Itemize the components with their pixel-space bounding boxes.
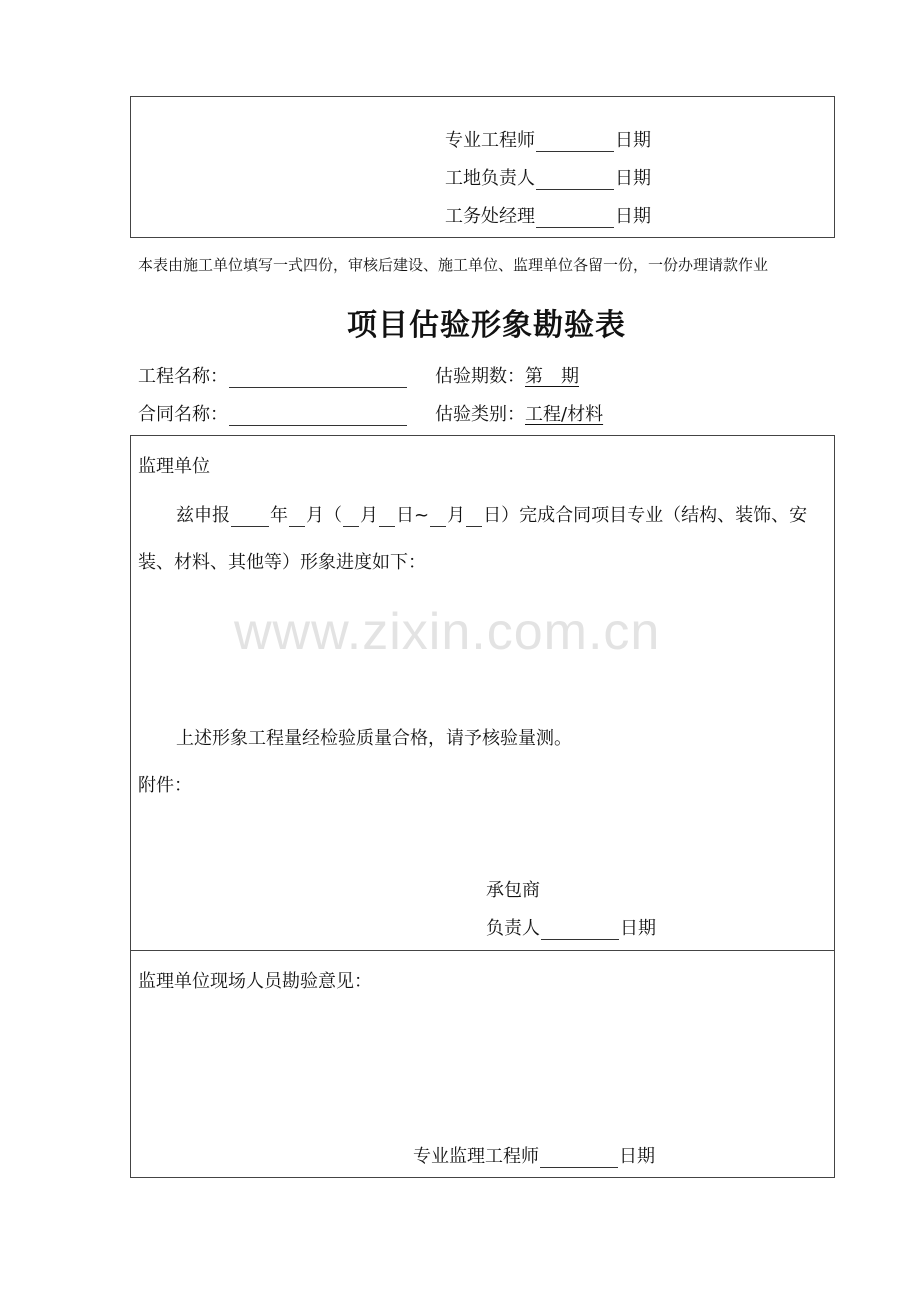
- quality-statement: 上述形象工程量经检验质量合格，请予核验量测。: [176, 728, 572, 749]
- works-manager-label: 工务处经理: [445, 206, 535, 227]
- declaration-tail: 日）完成合同项目专业（结构、装饰、安: [483, 505, 808, 526]
- supervisor-label: 专业监理工程师: [413, 1146, 539, 1167]
- project-name-label: 工程名称：: [138, 366, 228, 387]
- to-month-text: 月: [447, 505, 466, 526]
- date-label: 日期: [619, 1146, 655, 1167]
- project-name-input[interactable]: [229, 369, 407, 388]
- category-label: 估验类别：: [435, 404, 525, 425]
- date-label: 日期: [615, 130, 651, 151]
- period-field: [435, 366, 579, 388]
- watermark: www.zixin.com.cn: [234, 603, 661, 661]
- supervisor-signature-blank[interactable]: [540, 1149, 618, 1168]
- from-month-blank[interactable]: [343, 508, 359, 527]
- contractor-signoff-row: [486, 918, 656, 940]
- from-month-text: 月: [360, 505, 378, 526]
- page-title: 项目估验形象勘验表: [347, 308, 626, 343]
- to-month-blank[interactable]: [430, 508, 446, 527]
- signoff-row-works-manager: [445, 206, 651, 228]
- date-label: 日期: [615, 168, 651, 189]
- contract-name-field: [138, 404, 408, 426]
- works-manager-signature-blank[interactable]: [536, 209, 614, 228]
- responsible-label: 负责人: [486, 918, 540, 939]
- opinion-heading: 监理单位现场人员勘验意见：: [138, 971, 372, 992]
- contract-name-label: 合同名称：: [138, 404, 228, 425]
- from-day-blank[interactable]: [379, 508, 395, 527]
- month-text: 月（: [306, 505, 342, 526]
- engineer-signature-blank[interactable]: [536, 133, 614, 152]
- declaration-line-1: [176, 505, 807, 527]
- site-manager-label: 工地负责人: [445, 168, 535, 189]
- responsible-signature-blank[interactable]: [541, 921, 619, 940]
- period-value[interactable]: 第 期: [525, 366, 579, 387]
- from-day-text: 日~: [396, 505, 430, 526]
- contractor-label: 承包商: [486, 880, 540, 901]
- declaration-line-2: 装、材料、其他等）形象进度如下：: [138, 552, 426, 573]
- project-name-field: [138, 366, 408, 388]
- date-label: 日期: [615, 206, 651, 227]
- declaration-prefix: 兹申报: [176, 505, 230, 526]
- site-manager-signature-blank[interactable]: [536, 171, 614, 190]
- month-blank[interactable]: [289, 508, 305, 527]
- date-label: 日期: [620, 918, 656, 939]
- form-note: 本表由施工单位填写一式四份，审核后建设、施工单位、监理单位各留一份，一份办理请款作业: [138, 256, 769, 274]
- year-text: 年: [270, 505, 288, 526]
- engineer-label: 专业工程师: [445, 130, 535, 151]
- signoff-row-engineer: [445, 130, 651, 152]
- attachment-label: 附件：: [138, 775, 192, 796]
- to-day-blank[interactable]: [466, 508, 482, 527]
- category-value[interactable]: 工程/材料: [525, 404, 604, 425]
- signoff-row-site-manager: [445, 168, 651, 190]
- addressee: 监理单位: [138, 456, 210, 477]
- contract-name-input[interactable]: [229, 407, 407, 426]
- period-label: 估验期数：: [435, 366, 525, 387]
- category-field: [435, 404, 603, 426]
- year-blank[interactable]: [231, 508, 269, 527]
- supervisor-signoff-row: [413, 1146, 655, 1168]
